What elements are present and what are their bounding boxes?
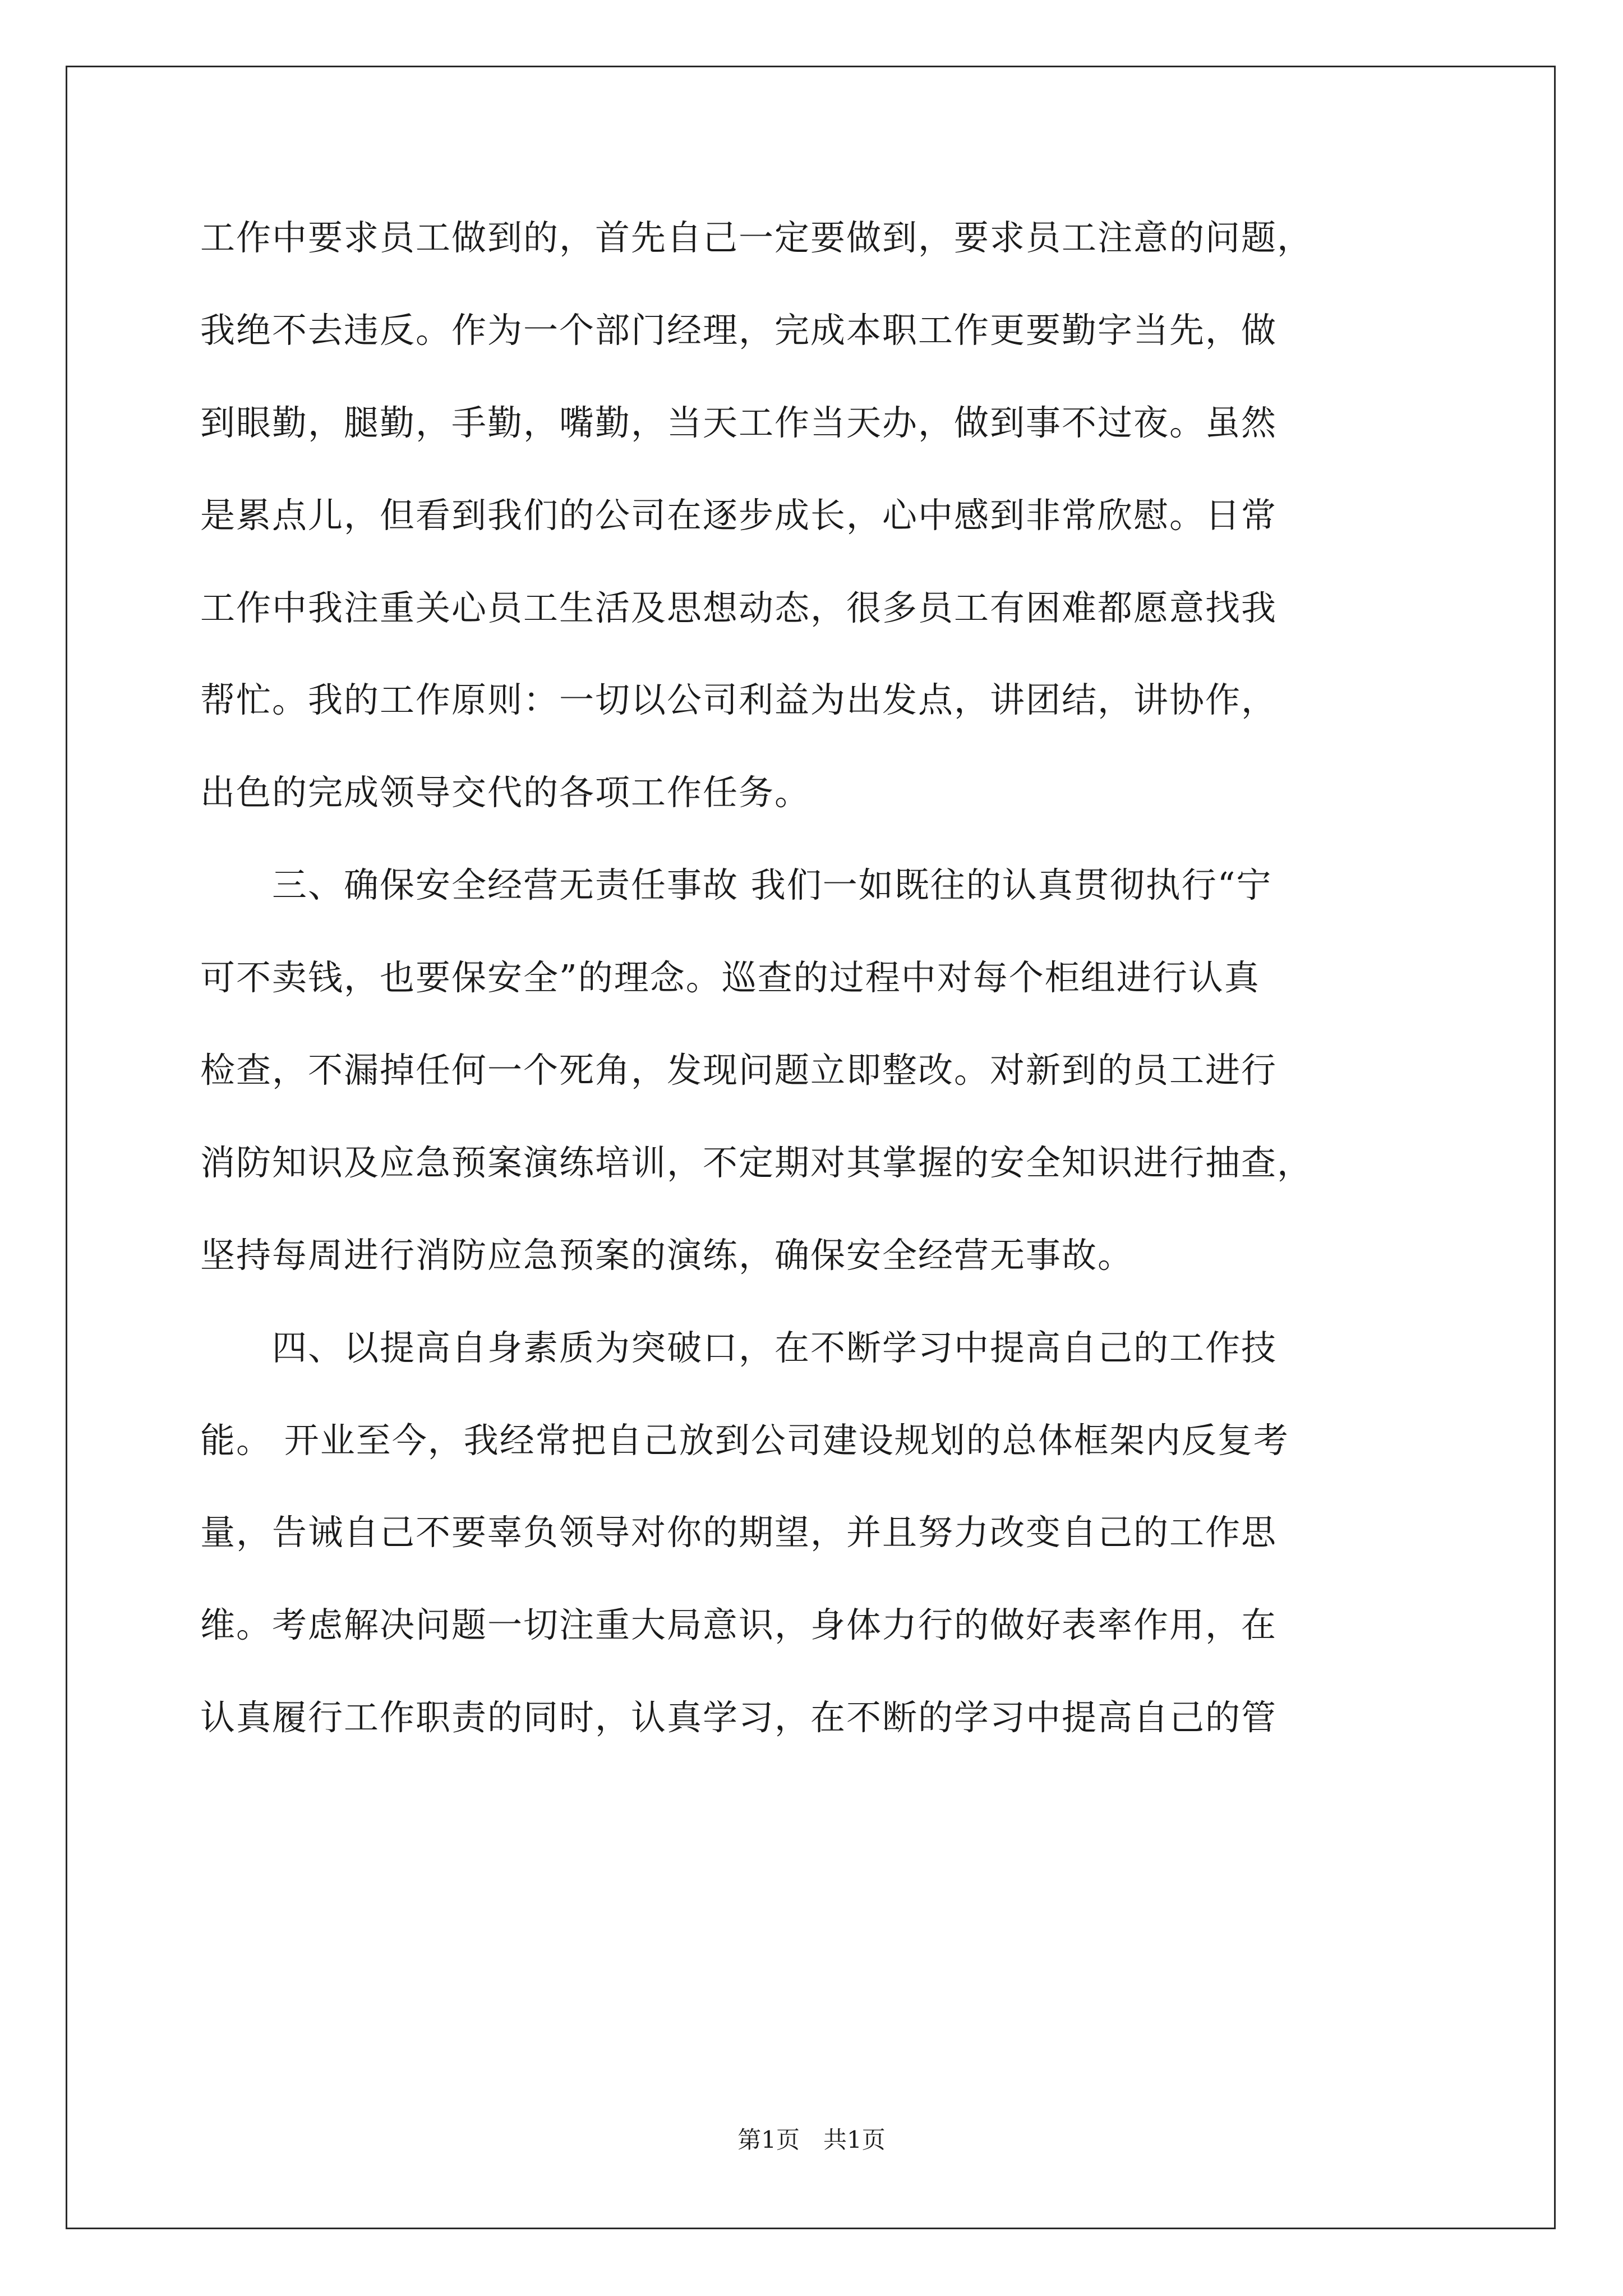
text-line: 检查，不漏掉任何一个死角，发现问题立即整改。对新到的员工进行 [200,1050,1278,1091]
page-footer: 第1页 共1页 [737,2126,886,2154]
text-line: 坚持每周进行消防应急预案的演练，确保安全经营无事故。 [200,1234,1134,1276]
text-line: 工作中我注重关心员工生活及思想动态，很多员工有困难都愿意找我 [200,587,1278,628]
text-line: 能。 开业至今，我经常把自己放到公司建设规划的总体框架内反复考 [200,1419,1289,1461]
text-line: 量，告诫自己不要辜负领导对你的期望，并且努力改变自己的工作思 [200,1512,1278,1553]
text-line: 我绝不去违反。作为一个部门经理，完成本职工作更要勤字当先，做 [200,309,1278,351]
text-line: 三、确保安全经营无责任事故 我们一如既往的认真贯彻执行“宁 [200,864,1272,906]
text-line: 消防知识及应急预案演练培训，不定期对其掌握的安全知识进行抽查， [200,1142,1313,1183]
text-line: 到眼勤，腿勤，手勤，嘴勤，当天工作当天办，做到事不过夜。虽然 [200,402,1278,443]
text-line: 维。考虑解决问题一切注重大局意识，身体力行的做好表率作用，在 [200,1604,1278,1646]
text-line: 工作中要求员工做到的，首先自己一定要做到，要求员工注意的问题， [200,217,1313,258]
text-line: 出色的完成领导交代的各项工作任务。 [200,772,811,813]
text-line: 认真履行工作职责的同时，认真学习，在不断的学习中提高自己的管 [200,1697,1278,1738]
text-line: 可不卖钱，也要保安全”的理念。巡查的过程中对每个柜组进行认真 [200,957,1260,999]
text-line: 是累点儿，但看到我们的公司在逐步成长，心中感到非常欣慰。日常 [200,494,1278,536]
document-body [200,218,1434,1790]
text-line: 四、以提高自身素质为突破口，在不断学习中提高自己的工作技 [200,1327,1278,1368]
text-line: 帮忙。我的工作原则：一切以公司利益为出发点，讲团结，讲协作， [200,679,1278,721]
